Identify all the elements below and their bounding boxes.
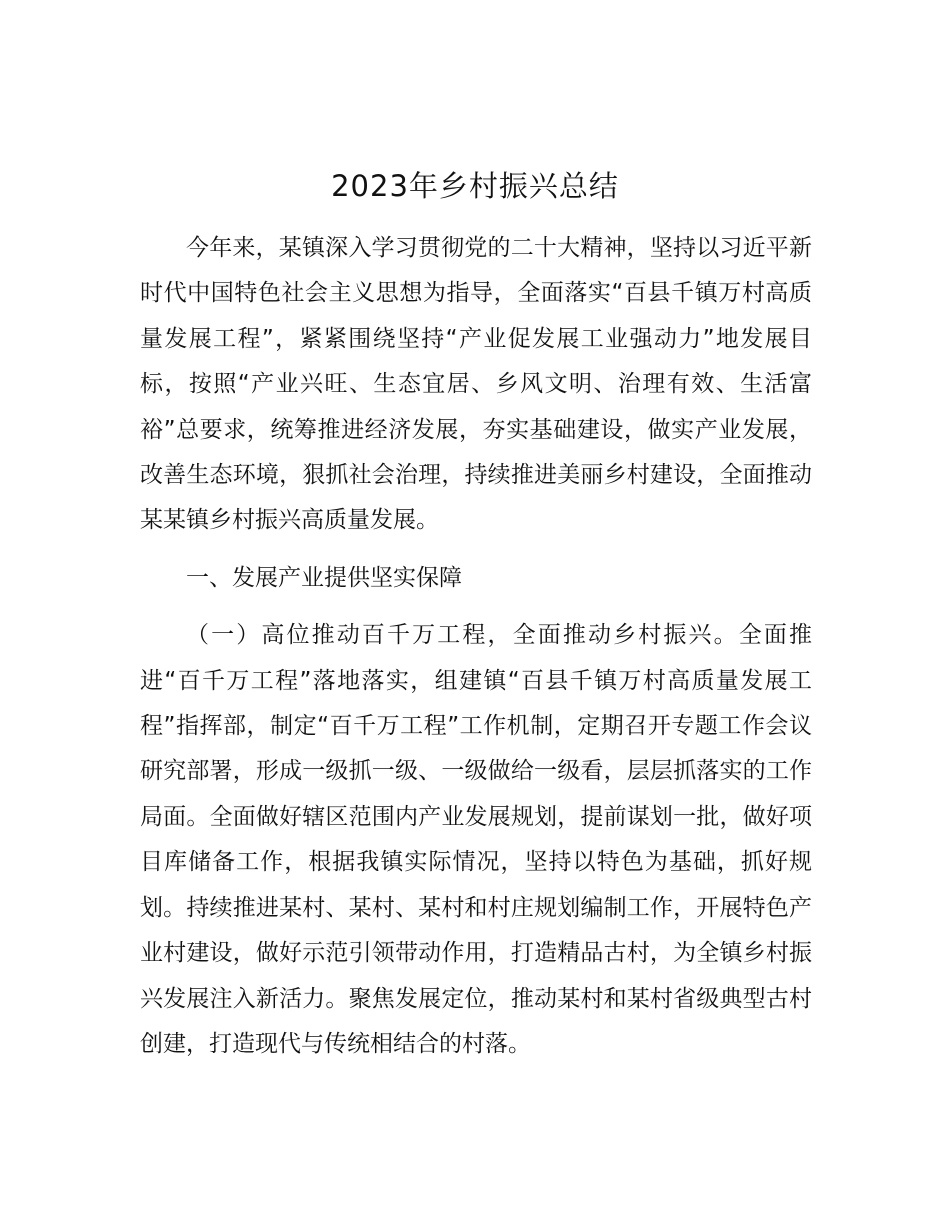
section-heading: 一、发展产业提供坚实保障 [186,564,462,591]
document-body [140,226,812,1067]
document-title: 2023年乡村振兴总结 [331,169,619,203]
subsection-paragraph: （一）高位推动百千万工程，全面推动乡村振兴。全面推进“百千万工程”落地落实，组建镇“百县千镇万村高质量发展工程”指挥部，制定“百千万工程”工作机制，定期召开专题工作会议研究部署，形成一级抓一级、一级做给一级看，层层抓落实的工作局面。全面做好辖区范围内产业发展规划，提前谋划一批，做好项目库储备工作，根据我镇实际情况，坚持以特色为基础，抓好规划。持续推进某村、某村、某村和村庄规划编制工作，开展特色产业村建设，做好示范引领带动作用，打造精品古村，为全镇乡村振兴发展注入新活力。聚焦发展定位，推动某村和某村省级典型古村创建，打造现代与传统相结合的村落。 [140,622,812,1057]
intro-paragraph: 今年来，某镇深入学习贯彻党的二十大精神，坚持以习近平新时代中国特色社会主义思想为指导，全面落实“百县千镇万村高质量发展工程”，紧紧围绕坚持“产业促发展工业强动力”地发展目标，按照“产业兴旺、生态宜居、乡风文明、治理有效、生活富裕”总要求，统筹推进经济发展，夯实基础建设，做实产业发展，改善生态环境，狠抓社会治理，持续推进美丽乡村建设，全面推动某某镇乡村振兴高质量发展。 [140,235,812,534]
